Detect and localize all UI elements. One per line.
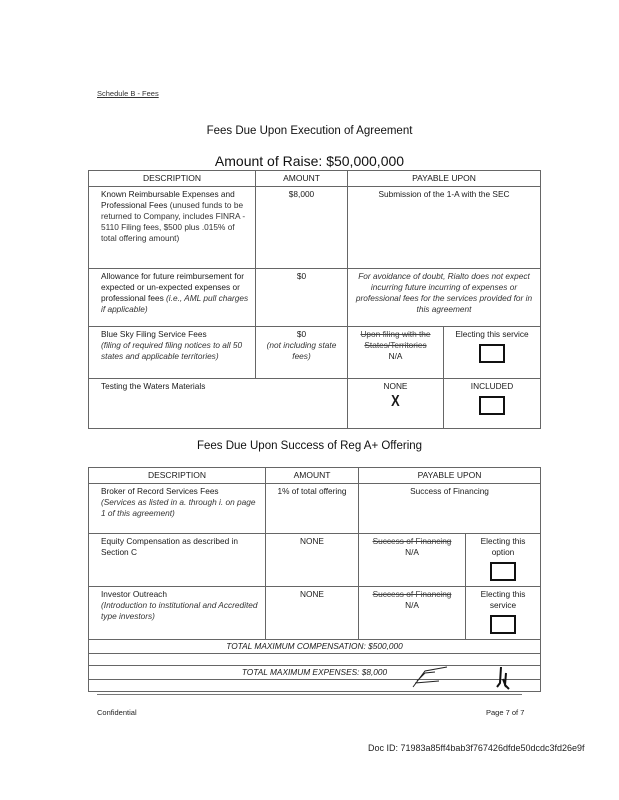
row-description: Broker of Record Services Fees [101, 486, 219, 496]
column-header-amount: AMOUNT [256, 171, 348, 187]
row-description-note: (unused funds to be returned to Company, includes FINRA - 5110 Filing fees, $500 plus .015% of total offering amount) [101, 200, 246, 243]
total-compensation: TOTAL MAXIMUM COMPENSATION: $500,000 [89, 640, 541, 654]
total-compensation-row [89, 640, 541, 654]
table-row [89, 587, 541, 640]
election-label: Electing this service [480, 589, 526, 610]
success-section-title: Fees Due Upon Success of Reg A+ Offering [196, 440, 423, 452]
execution-section-title: Fees Due Upon Execution of Agreement [206, 125, 413, 137]
row-amount: $8,000 [256, 187, 348, 269]
row-payable-value: N/A [388, 351, 403, 361]
row-description: Allowance for future reimbursement for expected or un-expected expenses or professional fees [101, 271, 244, 303]
election-cell [466, 534, 541, 587]
row-description: Blue Sky Filing Service Fees [101, 329, 207, 339]
description-cell [89, 587, 266, 640]
row-payable-struck: Upon filing with the States/Territories [360, 329, 431, 350]
election-checkbox[interactable] [479, 396, 505, 415]
spacer-row [89, 654, 541, 666]
row-payable: Success of Financing [359, 484, 541, 534]
description-cell [89, 327, 256, 379]
row-description-note: (Introduction to institutional and Accredited type investors) [101, 600, 258, 621]
row-description: Investor Outreach [101, 589, 167, 599]
row-amount: $0 [256, 269, 348, 327]
total-expenses-row [89, 666, 541, 680]
row-description: Equity Compensation as described in Section C [89, 534, 266, 587]
election-checkbox[interactable] [479, 344, 505, 363]
column-header-payable: PAYABLE UPON [348, 171, 541, 187]
election-checkbox[interactable] [490, 562, 516, 581]
spacer [89, 654, 541, 666]
row-payable: Submission of the 1-A with the SEC [348, 187, 541, 269]
table-row [89, 484, 541, 534]
table-header-row [89, 171, 541, 187]
row-amount: NONE [266, 587, 359, 640]
payable-cell [348, 327, 444, 379]
row-payable-value: N/A [405, 547, 419, 557]
row-payable-value: N/A [405, 600, 419, 610]
row-description-note: (Services as listed in a. through i. on page 1 of this agreement) [101, 497, 256, 518]
row-payable-struck: Success of Financing [372, 536, 452, 546]
election-cell [466, 587, 541, 640]
table-row [89, 269, 541, 327]
description-cell [89, 269, 256, 327]
payable-cell [348, 379, 444, 429]
row-payable: For avoidance of doubt, Rialto does not expect incurring future incurring of expenses or professional fees for the services provided for in this agreement [348, 269, 541, 327]
row-payable-struck: Success of Financing [372, 589, 452, 599]
table-row [89, 534, 541, 587]
column-header-description: DESCRIPTION [89, 468, 266, 484]
table-row [89, 187, 541, 269]
execution-fees-table [88, 170, 541, 429]
election-cell [444, 379, 541, 429]
footer-page-number: Page 7 of 7 [486, 708, 525, 717]
schedule-label: Schedule B - Fees [97, 89, 159, 98]
spacer [89, 680, 541, 692]
total-expenses: TOTAL MAXIMUM EXPENSES: $8,000 [89, 666, 541, 680]
row-description-note: (i.e., AML pull charges if applicable) [101, 293, 249, 314]
election-cell [444, 327, 541, 379]
x-mark-icon: X [391, 393, 400, 410]
election-label: Electing this service [455, 329, 529, 339]
success-fees-table [88, 467, 541, 692]
row-description-note: (filing of required filing notices to all 50 states and applicable territories) [101, 340, 243, 361]
table-row [89, 327, 541, 379]
signature-initials-1 [405, 665, 455, 691]
amount-cell [256, 327, 348, 379]
column-header-description: DESCRIPTION [89, 171, 256, 187]
signature-line [97, 694, 522, 695]
document-id: Doc ID: 71983a85ff4bab3f767426dfde50dcdc3fd26e9f [368, 743, 585, 753]
election-checkbox[interactable] [490, 615, 516, 634]
column-header-amount: AMOUNT [266, 468, 359, 484]
column-header-payable: PAYABLE UPON [359, 468, 541, 484]
payable-cell [359, 587, 466, 640]
raise-amount-heading: Amount of Raise: $50,000,000 [214, 153, 405, 169]
row-amount-note: (not including state fees) [266, 340, 337, 361]
signature-initials-2 [494, 665, 516, 691]
election-label: Electing this option [480, 536, 526, 557]
table-header-row [89, 468, 541, 484]
row-amount: $0 [296, 329, 307, 339]
election-label: INCLUDED [470, 381, 514, 391]
row-description: Testing the Waters Materials [89, 379, 348, 429]
spacer-row [89, 680, 541, 692]
payable-cell [359, 534, 466, 587]
row-amount: NONE [266, 534, 359, 587]
footer-confidential: Confidential [97, 708, 137, 717]
table-row [89, 379, 541, 429]
description-cell [89, 484, 266, 534]
row-payable-label: NONE [383, 381, 408, 391]
row-description: Known Reimbursable Expenses and Professional Fees [101, 189, 235, 210]
description-cell [89, 187, 256, 269]
row-amount: 1% of total offering [266, 484, 359, 534]
